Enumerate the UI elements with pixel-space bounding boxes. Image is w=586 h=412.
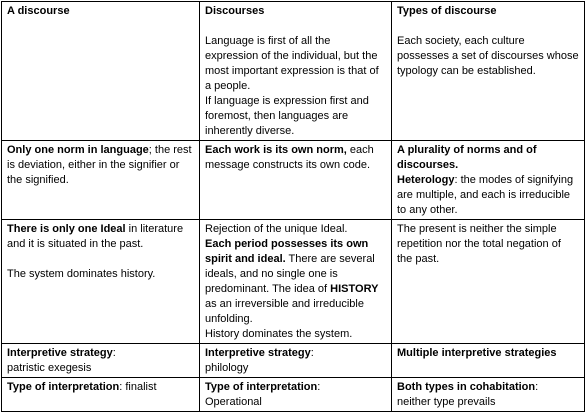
cell-text: Each society, each culture possesses a set of discourses whose typology can be established. (397, 35, 579, 77)
cell-text: : finalist (119, 381, 157, 393)
table-header-cell (2, 2, 200, 141)
table-row (2, 344, 585, 378)
header-discourses: Discourses (205, 5, 265, 17)
cell-bold-text: Multiple interpretive strategies (397, 347, 557, 359)
cell-bold-text: Interpretive strategy (205, 347, 311, 359)
cell-bold-text: Type of interpretation (7, 381, 120, 393)
cell-text: History dominates the system. (205, 328, 353, 340)
cell-text: There are several ideals, and no single one is predominant. The idea of (205, 253, 375, 295)
cell-bold-text: Type of interpretation (205, 381, 318, 393)
cell-text: ; the rest is deviation, either in the signifier or the signified. (7, 144, 192, 186)
discourse-comparison-table (1, 1, 585, 412)
table-cell (392, 141, 585, 220)
table-cell (2, 378, 200, 412)
cell-text: each message constructs its own code. (205, 144, 374, 171)
cell-text: If language is expression first and foremost, then languages are inherently diverse. (205, 95, 369, 137)
table-cell (392, 378, 585, 412)
cell-text: patristic exegesis (7, 362, 92, 374)
table-cell (2, 344, 200, 378)
cell-text: : (535, 381, 539, 393)
cell-text: : (317, 381, 321, 393)
table-row (2, 378, 585, 412)
cell-text: : the modes of signifying are multiple, and each is irreducible to any other. (397, 174, 574, 216)
cell-bold-text: Heterology (397, 174, 455, 186)
cell-bold-text: Interpretive strategy (7, 347, 113, 359)
cell-bold-text: Only one norm in language (7, 144, 149, 156)
table-cell (2, 141, 200, 220)
table-cell (200, 220, 392, 344)
table-row (2, 141, 585, 220)
table-cell (200, 378, 392, 412)
cell-text: : (112, 347, 116, 359)
cell-bold-text: Each period possesses its own spirit and ideal. (205, 238, 369, 265)
table-cell (200, 344, 392, 378)
table-header-cell (392, 2, 585, 141)
table-row (2, 220, 585, 344)
cell-text: The present is neither the simple repetition nor the total negation of the past. (397, 223, 561, 265)
table-cell (392, 344, 585, 378)
header-a-discourse: A discourse (7, 5, 70, 17)
cell-text: : (310, 347, 314, 359)
cell-bold-text: Both types in cohabitation (397, 381, 536, 393)
table-cell (200, 141, 392, 220)
cell-text: as an irreversible and irreducible unfolding. (205, 298, 364, 325)
cell-bold-text: A plurality of norms and of discourses. (397, 144, 537, 171)
cell-bold-text: HISTORY (330, 283, 379, 295)
table-cell (392, 220, 585, 344)
cell-bold-text: There is only one Ideal (7, 223, 126, 235)
cell-text: philology (205, 362, 249, 374)
cell-text: The system dominates history. (7, 268, 156, 280)
cell-text: in literature and it is situated in the past. (7, 223, 184, 250)
cell-text: Rejection of the unique Ideal. (205, 223, 348, 235)
header-types-of-discourse: Types of discourse (397, 5, 497, 17)
table-header-cell (200, 2, 392, 141)
table-cell (2, 220, 200, 344)
table-row (2, 2, 585, 141)
cell-text: Operational (205, 396, 262, 408)
cell-bold-text: Each work is its own norm, (205, 144, 347, 156)
cell-text: Language is first of all the expression of the individual, but the most important expression is that of a people. (205, 35, 379, 92)
cell-text: neither type prevails (397, 396, 496, 408)
